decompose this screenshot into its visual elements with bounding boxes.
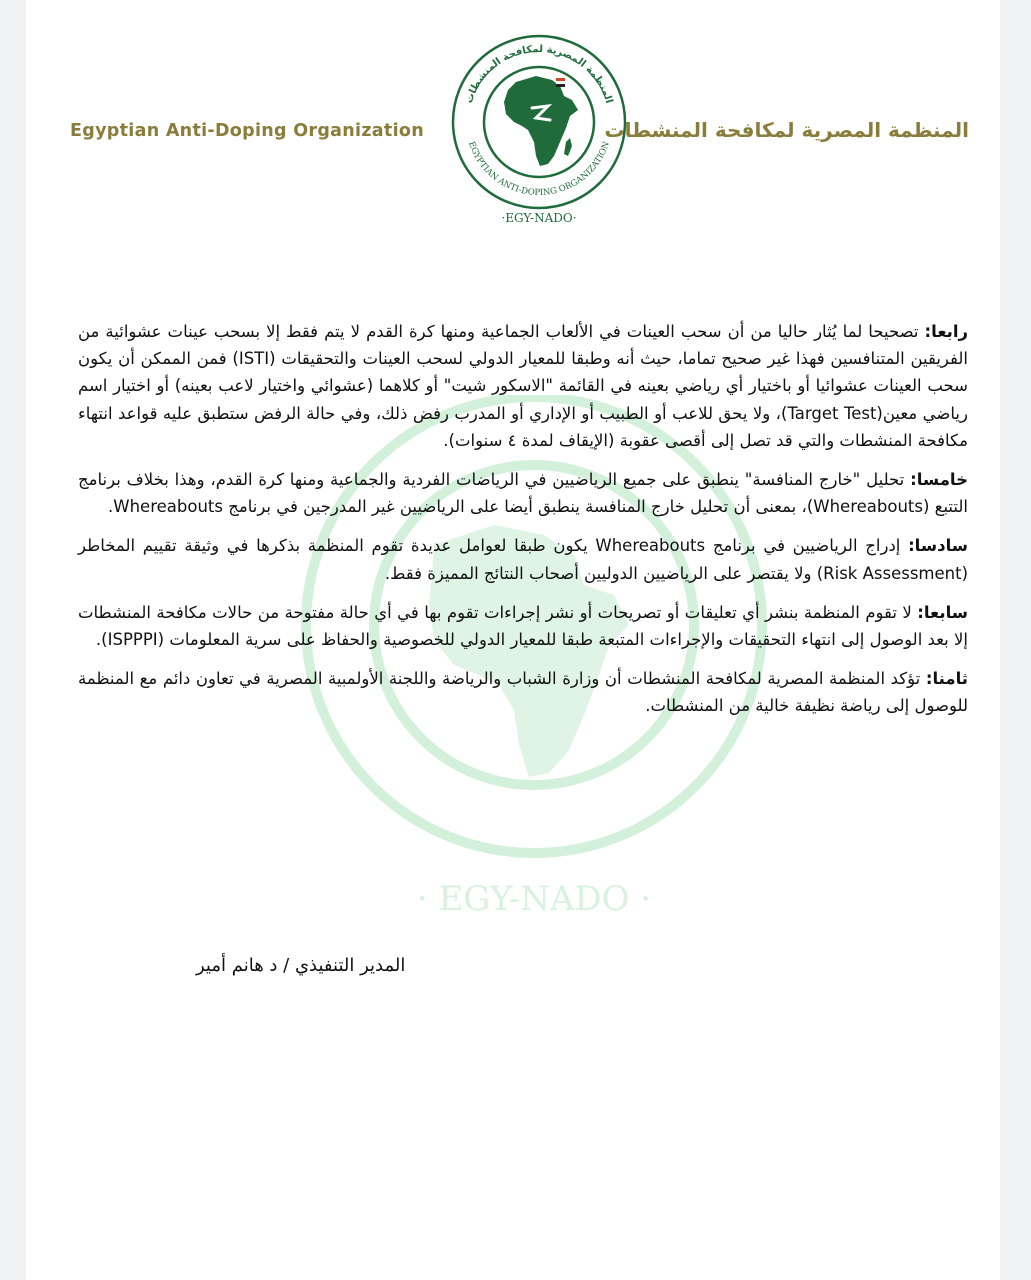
paragraph-text: تحليل "خارج المنافسة" ينطبق على جميع الرياضيين في الرياضات الفردية والجماعية ومنها كرة القدم، وهذا بخلاف برنامج التتبع (Whereabouts)، بمعنى أن تحليل خارج المنافسة ينطبق أيضا على الرياضيين غير المدرجين في برنامج Whereabouts. xyxy=(78,470,968,517)
logo-ring-text-ar: المنظمة المصرية لمكافحة المنشطات xyxy=(463,43,615,105)
paragraph-text: إدراج الرياضيين في برنامج Whereabouts يكون طبقا لعوامل عديدة تقوم المنظمة بذكرها في وثيقة تقييم المخاطر (Risk Assessment) ولا يقتصر على الرياضيين الدوليين أصحاب النتائج المميزة فقط. xyxy=(78,536,968,583)
org-name-english: Egyptian Anti-Doping Organization xyxy=(70,121,424,141)
paragraph-eighth xyxy=(78,665,968,719)
paragraph-label: سادسا: xyxy=(908,536,968,556)
paragraph-label: خامسا: xyxy=(910,470,968,490)
paragraph-fourth xyxy=(78,318,968,454)
logo-egy-nado-text: ·EGY-NADO· xyxy=(501,211,577,225)
paragraph-text: لا تقوم المنظمة بنشر أي تعليقات أو تصريحات أو نشر إجراءات تقوم بها في أي حالة مفتوحة من حالات مكافحة المنشطات إلا بعد الوصول إلى انتهاء التحقيقات والإجراءات المتبعة طبقا للمعيار الدولي للخصوصية والحفاظ على سرية المعلومات (ISPPPI). xyxy=(78,602,968,650)
signature-line: المدير التنفيذي / د هانم أمير xyxy=(196,955,406,976)
paragraph-text: تؤكد المنظمة المصرية لمكافحة المنشطات أن وزارة الشباب والرياضة واللجنة الأولمبية المصرية في تعاون دائم مع المنظمة للوصول إلى رياضة نظيفة خالية من المنشطات. xyxy=(78,669,968,716)
paragraph-label: سابعا: xyxy=(917,602,968,622)
paragraph-sixth xyxy=(78,532,968,586)
logo-ring-text-en: EGYPTIAN ANTI-DOPING ORGANIZATION xyxy=(466,140,612,199)
document-page xyxy=(26,0,1000,1280)
paragraph-text: تصحيحا لما يُثار حاليا من أن سحب العينات في الألعاب الجماعية ومنها كرة القدم لا يتم فقط إلا بسحب عينات عشوائية من الفريقين المتنافسين فهذا غير صحيح تماما، حيث أنه وطبقا للمعيار الدولي لسحب العينات والتحقيقات (ISTI) فمن الممكن أن يكون سحب العينات عشوائيا أو باختيار أي رياضي بعينه في القائمة "الاسكور شيت" أو كلاهما (عشوائي واختيار لاعب بعينه) أو اختيار اسم رياضي معين(Target Test)، ولا يحق للاعب أو الطبيب أو الإداري أو المدرب رفض ذلك، وفي حالة الرفض ستطبق عليه قواعد انتهاء مكافحة المنشطات والتي قد تصل إلى أقصى عقوبة (الإيقاف لمدة ٤ سنوات). xyxy=(78,322,968,450)
paragraph-seventh xyxy=(78,599,968,653)
paragraph-label: رابعا: xyxy=(924,322,968,341)
statement-body xyxy=(78,318,968,732)
watermark-text: · EGY-NADO · xyxy=(416,879,652,919)
paragraph-fifth xyxy=(78,466,968,520)
org-name-arabic: المنظمة المصرية لمكافحة المنشطات xyxy=(604,118,969,142)
paragraph-label: ثامنا: xyxy=(925,669,968,689)
egypt-flag-icon xyxy=(556,78,565,81)
